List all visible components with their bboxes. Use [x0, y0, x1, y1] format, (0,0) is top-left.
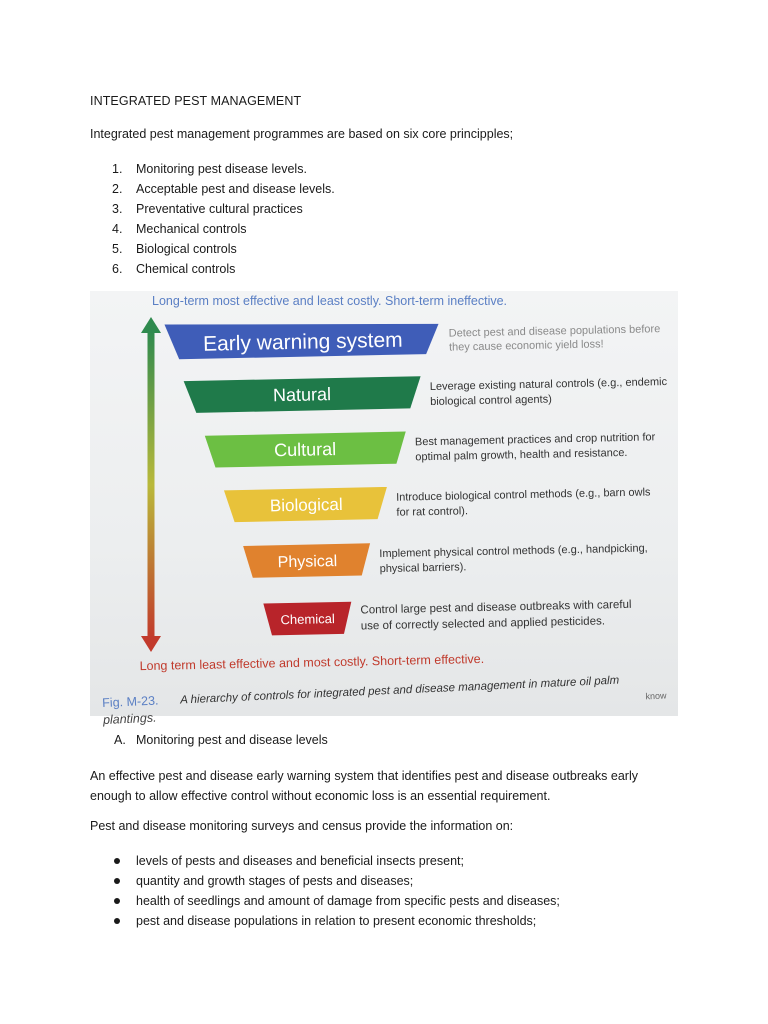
bullet-icon — [114, 898, 120, 904]
tier-description: Implement physical control methods (e.g., handpicking, — [379, 542, 648, 561]
list-number: 6. — [112, 262, 123, 276]
list-number: 1. — [112, 162, 123, 176]
tier-label: Physical — [277, 552, 338, 572]
principles-list — [90, 159, 335, 279]
figure-caption-continued: plantings. — [102, 710, 157, 728]
top-caption: Long-term most effective and least costly. Short-term ineffective. — [152, 294, 508, 308]
tier-description: use of correctly selected and applied pesticides. — [360, 615, 606, 633]
list-item — [90, 871, 560, 891]
bullet-icon — [114, 878, 120, 884]
tier-label: Chemical — [280, 611, 335, 628]
tier-description: optimal palm growth, health and resistance. — [415, 446, 628, 464]
list-item-text: Mechanical controls — [136, 222, 247, 236]
tier-label: Cultural — [273, 438, 337, 461]
ipm-hierarchy-diagram — [90, 291, 678, 728]
tier-cultural — [205, 426, 656, 467]
tier-label: Early warning system — [202, 328, 403, 356]
tier-description: Control large pest and disease outbreaks with careful — [360, 598, 632, 617]
tier-chemical — [263, 596, 632, 636]
tier-description: Best management practices and crop nutrition for — [414, 431, 656, 449]
list-item — [90, 219, 335, 239]
corner-fragment: know — [645, 690, 667, 702]
list-item — [90, 199, 335, 219]
list-item — [90, 259, 335, 279]
tier-description: biological control agents) — [430, 393, 552, 409]
list-item — [90, 911, 560, 931]
effectiveness-arrow — [141, 317, 161, 652]
document-title: INTEGRATED PEST MANAGEMENT — [90, 94, 302, 108]
list-item — [90, 891, 560, 911]
list-number: 3. — [112, 202, 123, 216]
tier-description: Introduce biological control methods (e.g., barn owls — [396, 486, 651, 504]
list-item — [90, 851, 560, 871]
tier-description: for rat control). — [396, 505, 469, 519]
figure-label: Fig. M-23. — [101, 693, 159, 711]
body-paragraph: Pest and disease monitoring surveys and census provide the information on: — [90, 819, 514, 833]
tier-natural — [184, 371, 668, 413]
monitoring-info-list — [90, 851, 560, 931]
tier-biological — [224, 481, 651, 522]
tier-description: physical barriers). — [379, 561, 467, 576]
tier-label: Natural — [272, 384, 332, 406]
tier-description: Detect pest and disease populations before — [448, 323, 661, 340]
tier-label: Biological — [269, 494, 343, 516]
ipm-hierarchy-figure — [90, 291, 678, 728]
tier-early-warning — [164, 314, 660, 359]
tier-description: they cause economic yield loss! — [448, 338, 604, 354]
tier-physical — [243, 537, 648, 577]
list-item-text: quantity and growth stages of pests and diseases; — [136, 874, 414, 888]
list-item-text: pest and disease populations in relation to present economic thresholds; — [136, 914, 537, 928]
body-paragraph: An effective pest and disease early warning system that identifies pest and disease outbreaks early enough to allow effective control without economic loss is an essential requirement. — [90, 769, 638, 803]
section-letter: A. — [114, 733, 126, 747]
list-item — [90, 179, 335, 199]
list-number: 2. — [112, 182, 123, 196]
list-item-text: Biological controls — [136, 242, 237, 256]
list-item-text: Acceptable pest and disease levels. — [136, 182, 335, 196]
list-item-text: Chemical controls — [136, 262, 236, 276]
list-item — [90, 239, 335, 259]
bottom-caption: Long term least effective and most costly. Short-term effective. — [139, 651, 485, 674]
list-item-text: levels of pests and diseases and beneficial insects present; — [136, 854, 464, 868]
list-item — [90, 159, 335, 179]
list-item-text: health of seedlings and amount of damage from specific pests and diseases; — [136, 894, 560, 908]
section-title: Monitoring pest and disease levels — [136, 733, 328, 747]
figure-caption: A hierarchy of controls for integrated pest and disease management in mature oil palm — [179, 674, 620, 707]
list-item-text: Monitoring pest disease levels. — [136, 162, 307, 176]
list-item-text: Preventative cultural practices — [136, 202, 303, 216]
list-number: 5. — [112, 242, 123, 256]
tier-description: Leverage existing natural controls (e.g., endemic — [429, 376, 668, 394]
list-number: 4. — [112, 222, 123, 236]
intro-paragraph: Integrated pest management programmes are based on six core principples; — [90, 127, 514, 141]
bullet-icon — [114, 858, 120, 864]
bullet-icon — [114, 918, 120, 924]
